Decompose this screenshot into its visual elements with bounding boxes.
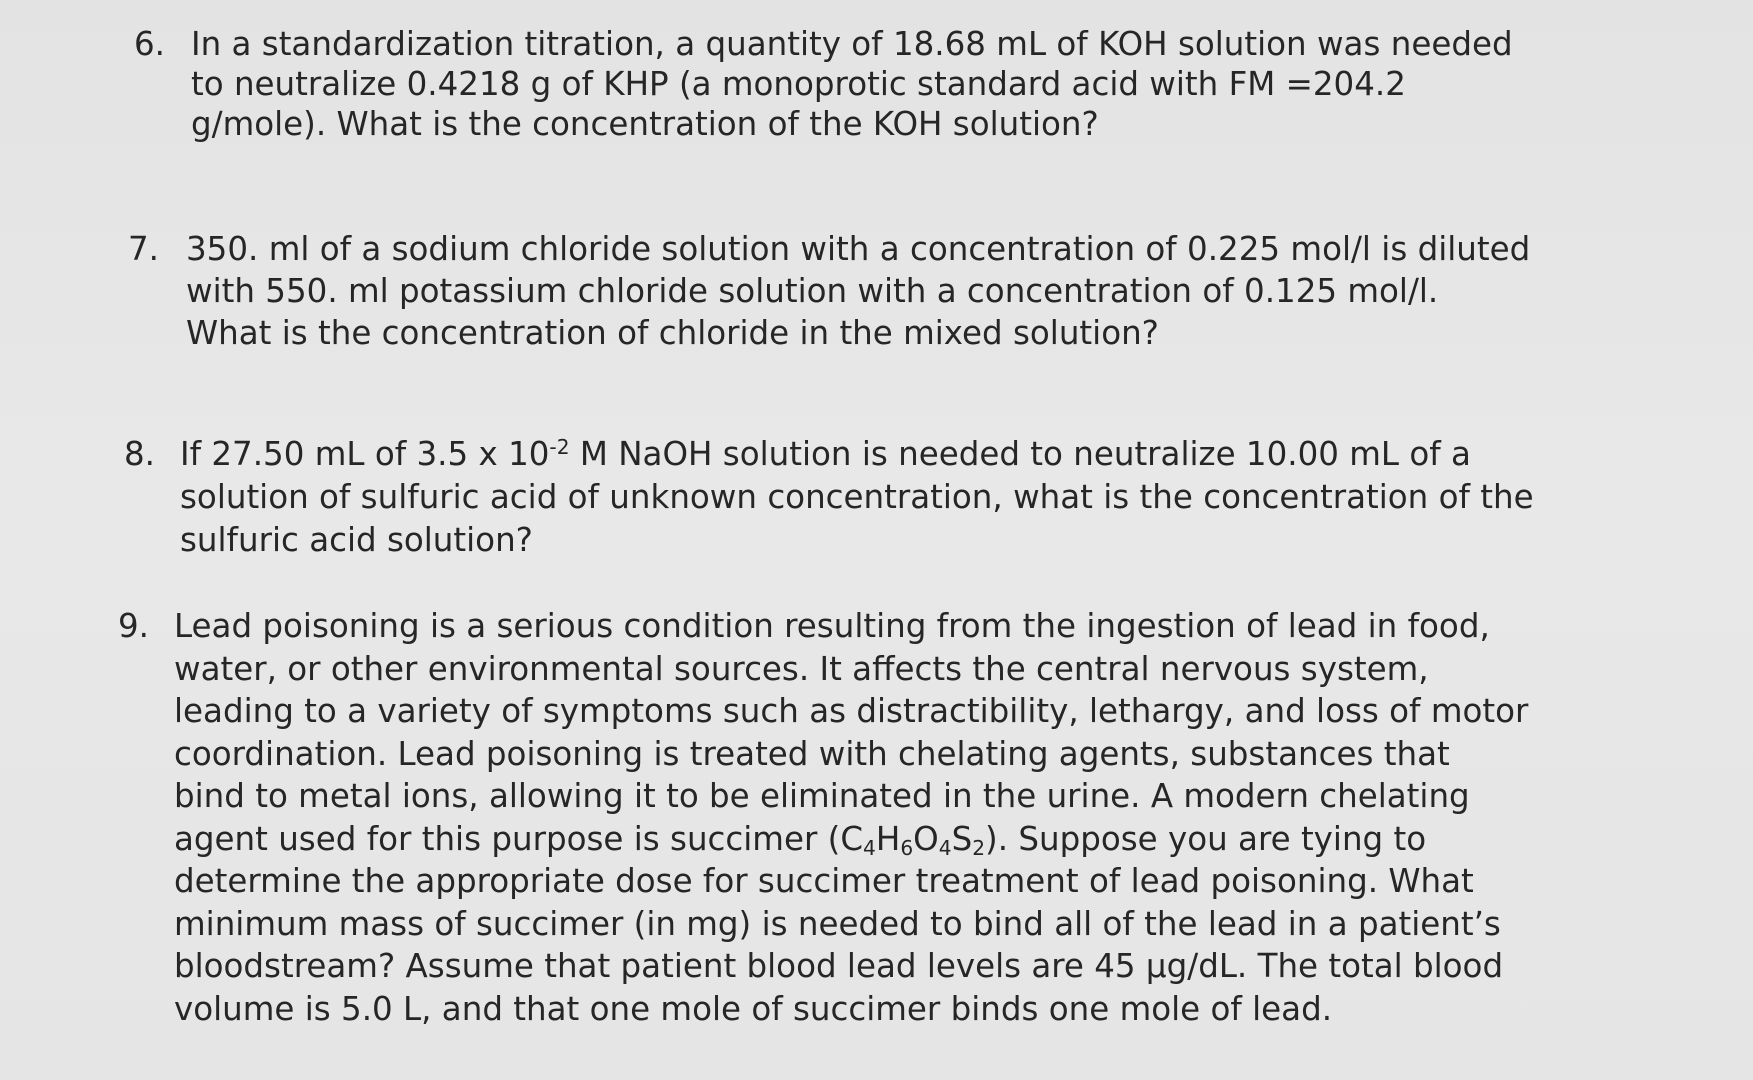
question-number: 7. <box>128 230 160 268</box>
text-line: with 550. ml potassium chloride solution with a concentration of 0.125 mol/l. <box>186 272 1439 310</box>
text-line: sulfuric acid solution? <box>180 521 533 559</box>
text-line <box>180 433 1534 476</box>
text-line: determine the appropriate dose for succimer treatment of lead poisoning. What <box>174 862 1474 900</box>
text-line: to neutralize 0.4218 g of KHP (a monoprotic standard acid with FM =204.2 <box>191 65 1406 103</box>
text-segment: If 27.50 mL of 3.5 x 10 <box>180 435 550 473</box>
element-symbol: H <box>875 819 901 858</box>
text-line: Lead poisoning is a serious condition resulting from the ingestion of lead in food, <box>174 607 1490 645</box>
text-line: bind to metal ions, allowing it to be eliminated in the urine. A modern chelating <box>174 777 1470 815</box>
exponent: -2 <box>549 434 570 459</box>
question-text <box>174 605 1528 1030</box>
text-line: coordination. Lead poisoning is treated with chelating agents, substances that <box>174 734 1450 773</box>
question-text <box>186 228 1530 354</box>
subscript: 2 <box>972 835 986 860</box>
text-line: What is the concentration of chloride in the mixed solution? <box>186 314 1159 352</box>
text-line: leading to a variety of symptoms such as distractibility, lethargy, and loss of motor <box>174 692 1529 730</box>
text-segment: agent used for this purpose is succimer (C <box>174 819 864 858</box>
text-line: 350. ml of a sodium chloride solution with a concentration of 0.225 mol/l is diluted <box>186 230 1531 268</box>
text-line: g/mole). What is the concentration of the KOH solution? <box>191 105 1099 143</box>
text-line: bloodstream? Assume that patient blood lead levels are 45 µg/dL. The total blood <box>174 947 1504 985</box>
question-text <box>180 433 1534 562</box>
element-symbol: O <box>913 819 939 858</box>
text-segment: M NaOH solution is needed to neutralize 10.00 mL of a <box>569 435 1471 473</box>
question-number: 6. <box>134 25 166 63</box>
subscript: 4 <box>863 835 876 860</box>
text-segment: ). Suppose you are tying to <box>985 819 1427 858</box>
question-number: 8. <box>124 435 156 473</box>
element-symbol: S <box>951 819 973 858</box>
text-line: volume is 5.0 L, and that one mole of succimer binds one mole of lead. <box>174 989 1333 1028</box>
subscript: 6 <box>900 835 914 860</box>
question-number: 9. <box>118 607 150 645</box>
text-line: water, or other environmental sources. It affects the central nervous system, <box>174 649 1429 688</box>
text-line: solution of sulfuric acid of unknown concentration, what is the concentration of the <box>180 478 1534 516</box>
subscript: 4 <box>938 835 952 860</box>
text-line: minimum mass of succimer (in mg) is needed to bind all of the lead in a patient’s <box>174 904 1501 943</box>
formula-line <box>174 818 1528 861</box>
question-text <box>191 24 1513 144</box>
text-line: In a standardization titration, a quantity of 18.68 mL of KOH solution was needed <box>191 25 1513 63</box>
